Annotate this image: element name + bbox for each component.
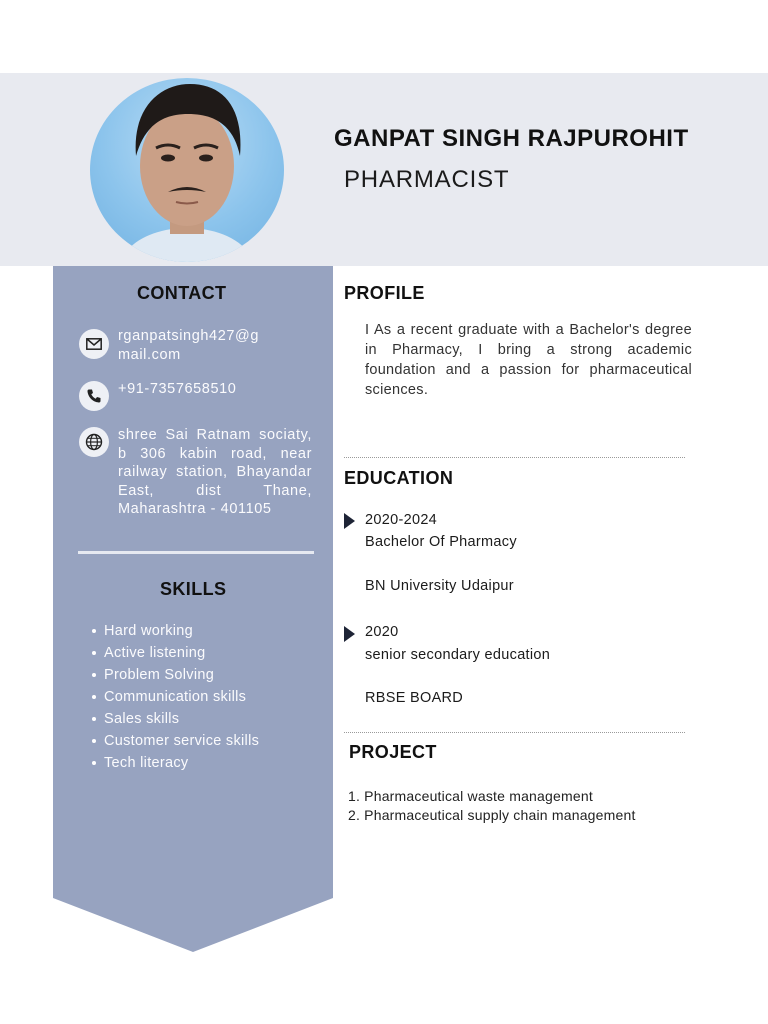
education-years: 2020 xyxy=(365,624,399,640)
education-heading: EDUCATION xyxy=(344,468,454,488)
education-institution: RBSE BOARD xyxy=(365,690,464,706)
skill-item: Problem Solving xyxy=(104,664,259,686)
contact-phone[interactable]: +91-7357658510 xyxy=(118,381,237,397)
education-degree: Bachelor Of Pharmacy xyxy=(365,534,517,550)
skill-item: Active listening xyxy=(104,642,259,664)
education-institution: BN University Udaipur xyxy=(365,578,514,594)
triangle-marker-icon xyxy=(344,626,355,642)
email-line-1: rganpatsingh427@g xyxy=(118,328,260,344)
education-years: 2020-2024 xyxy=(365,512,438,528)
skill-item: Hard working xyxy=(104,620,259,642)
skill-item: Communication skills xyxy=(104,686,259,708)
sidebar-panel xyxy=(53,266,333,952)
project-list xyxy=(348,787,636,824)
project-item: 1. Pharmaceutical waste management xyxy=(348,788,593,804)
skills-list xyxy=(104,620,259,774)
profile-heading: PROFILE xyxy=(344,283,425,303)
profile-summary: I As a recent graduate with a Bachelor's degree in Pharmacy, I bring a strong academic foundation and a passion for pharmaceutical sciences. xyxy=(365,322,692,398)
skill-item: Customer service skills xyxy=(104,730,259,752)
profile-photo xyxy=(90,78,284,262)
education-degree: senior secondary education xyxy=(365,647,551,663)
email-line-2: mail.com xyxy=(118,346,181,363)
phone-icon xyxy=(79,381,109,411)
mail-icon xyxy=(79,329,109,359)
contact-address: shree Sai Ratnam sociaty, b 306 kabin road, near railway station, Bhayandar East, dist Thane, Maharashtra - 401105 xyxy=(118,427,312,517)
project-item: 2. Pharmaceutical supply chain management xyxy=(348,806,636,823)
sidebar-divider xyxy=(78,551,314,554)
contact-heading: CONTACT xyxy=(137,283,227,303)
candidate-name: GANPAT SINGH RAJPUROHIT xyxy=(334,125,689,152)
skill-item: Tech literacy xyxy=(104,752,259,774)
section-divider xyxy=(344,457,685,458)
skills-heading: SKILLS xyxy=(160,579,227,599)
skill-item: Sales skills xyxy=(104,708,259,730)
contact-email[interactable] xyxy=(118,327,312,364)
triangle-marker-icon xyxy=(344,513,355,529)
section-divider xyxy=(344,732,685,733)
project-heading: PROJECT xyxy=(349,742,437,762)
globe-icon xyxy=(79,427,109,457)
job-title: PHARMACIST xyxy=(344,166,510,193)
